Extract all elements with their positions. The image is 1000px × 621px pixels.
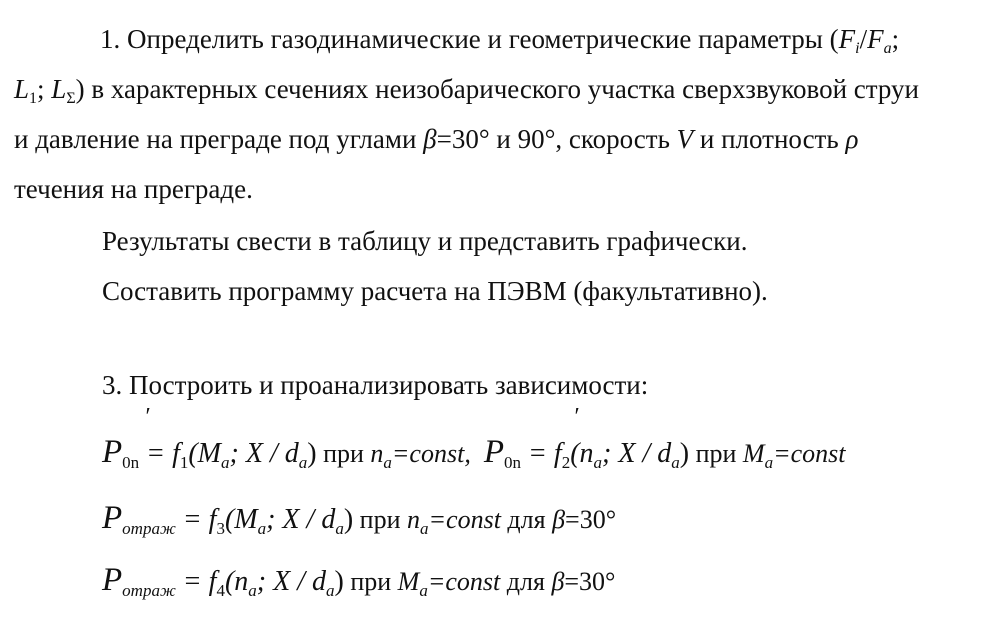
formula-2-body: = f	[521, 438, 562, 469]
formula-4-p: P	[102, 562, 123, 598]
formula-1-f-sub: 1	[179, 453, 189, 472]
separator: ;	[37, 74, 52, 104]
line-2-text: ) в характерных сечениях неизобарического участка сверхзвуковой струи	[75, 74, 920, 104]
symbol-l1: L	[14, 74, 30, 104]
formula-4-da-sub: a	[326, 581, 335, 600]
symbol-lsigma-sub: Σ	[66, 90, 76, 107]
formula-3-args: (M	[224, 504, 258, 535]
formula-4-const: =const	[427, 567, 501, 596]
formula-1-p-sub: 0n	[122, 453, 140, 472]
formula-4-xd: ; X / d	[256, 566, 326, 597]
formula-2-xd: ; X / d	[602, 438, 672, 469]
formula-3-f-sub: 3	[216, 519, 225, 538]
formula-2-p-sub: 0n	[504, 453, 521, 472]
formula-1-p: P	[102, 434, 123, 470]
formula-2-na-sub: a	[593, 453, 603, 472]
symbol-f: F	[838, 24, 856, 54]
paragraph-results: Результаты свести в таблицу и представить графически.	[102, 226, 748, 256]
formula-4-f-sub: 4	[216, 581, 225, 600]
paragraph-program: Составить программу расчета на ПЭВМ (факультативно).	[102, 276, 768, 306]
formula-1-n: n	[370, 439, 384, 468]
formula-3-n-sub: a	[419, 519, 429, 538]
line-3-text-c: и плотность	[693, 124, 846, 154]
symbol-f-sub: i	[855, 40, 860, 57]
formula-1-args: (M	[188, 438, 222, 469]
formula-3-cond: при	[353, 505, 407, 534]
formula-3-xd: ; X / d	[266, 504, 336, 535]
formula-3-dla: для	[500, 505, 553, 534]
line-3-text-a: и давление на преграде под углами	[14, 124, 424, 154]
formula-3-const: =const	[428, 505, 501, 534]
formula-4-dla: для	[500, 567, 552, 596]
symbol-l1-sub: 1	[29, 90, 38, 107]
formula-2-close: )	[679, 438, 690, 469]
symbol-fa-sub: a	[883, 40, 892, 57]
formula-3	[102, 498, 616, 540]
formula-1-close: )	[307, 438, 317, 469]
paragraph-1-line-3	[14, 122, 858, 156]
symbol-beta: β	[423, 124, 437, 154]
formula-3-body: = f	[175, 504, 217, 535]
line-4-text: течения на преграде.	[14, 174, 253, 204]
formula-4-angle: =30°	[564, 567, 616, 596]
formula-1-const: =const,	[391, 439, 471, 468]
formula-3-n: n	[406, 505, 420, 534]
formula-3-p-sub: отраж	[122, 519, 176, 538]
section-3-heading: 3. Построить и проанализировать зависимости:	[102, 370, 649, 400]
formula-3-angle: =30°	[565, 505, 617, 534]
formula-2-f-sub: 2	[561, 453, 571, 472]
formula-1-xd: ; X / d	[229, 438, 299, 469]
symbol-v: V	[676, 124, 694, 154]
formula-2-da-sub: a	[671, 453, 680, 472]
prime-mark-2: ′	[573, 404, 579, 430]
formula-2-const: =const	[773, 439, 846, 468]
formula-4-p-sub: отраж	[122, 581, 176, 600]
formula-1-cond: при	[316, 439, 371, 468]
formula-4-beta: β	[551, 567, 565, 596]
formula-2-cond: при	[689, 439, 743, 468]
formula-3-beta: β	[552, 505, 566, 534]
formula-4-m: M	[397, 567, 420, 596]
formula-4-na-sub: a	[248, 581, 257, 600]
formula-3-close: )	[343, 504, 354, 535]
formula-1-2	[102, 432, 846, 474]
formula-2-m: M	[742, 439, 765, 468]
formula-4-args: (n	[224, 566, 249, 597]
formula-4-close: )	[334, 566, 344, 597]
line-3-text-b: =30° и 90°, скорость	[436, 124, 677, 154]
symbol-lsigma: L	[51, 74, 67, 104]
formula-4	[102, 560, 615, 602]
formula-1-ma-sub: a	[221, 453, 230, 472]
paragraph-1-line-2	[14, 72, 919, 106]
task-1-text: 1. Определить газодинамические и геометрические параметры (	[100, 24, 839, 54]
paragraph-1-line-4	[14, 172, 253, 206]
formula-2-m-sub: a	[764, 453, 774, 472]
formula-1-n-sub: a	[383, 453, 392, 472]
formula-2-args: (n	[570, 438, 594, 469]
formula-1-da-sub: a	[298, 453, 308, 472]
semicolon: ;	[891, 24, 900, 54]
formula-4-m-sub: a	[419, 581, 428, 600]
symbol-rho: ρ	[845, 124, 859, 154]
formula-1-body: = f	[139, 438, 180, 469]
formula-4-body: = f	[175, 566, 217, 597]
formula-4-cond: при	[343, 567, 398, 596]
formula-3-ma-sub: a	[257, 519, 267, 538]
formula-2-p: P	[483, 434, 504, 470]
prime-mark-1: ′	[144, 404, 150, 430]
formula-3-p: P	[102, 500, 123, 536]
paragraph-1-line-1	[100, 22, 976, 56]
formula-3-da-sub: a	[335, 519, 344, 538]
slash: /	[859, 24, 868, 54]
symbol-fa: F	[867, 24, 884, 54]
